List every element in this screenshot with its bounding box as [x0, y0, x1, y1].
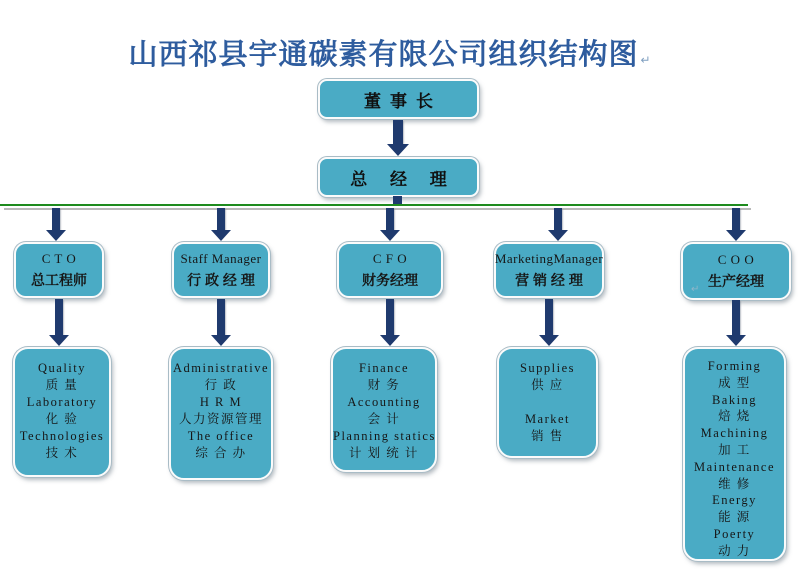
dept-line: 行 政	[204, 378, 238, 392]
dept-line: 动 力	[718, 543, 751, 558]
dept-line: 质 量	[45, 378, 79, 392]
dept-line: 供 应	[531, 378, 564, 392]
dept-line: Planning statics	[333, 429, 436, 443]
node-manager-coo	[681, 242, 791, 300]
arrow-down-icon	[724, 208, 748, 241]
dept-line: 销 售	[531, 429, 564, 443]
dept-line: 化 验	[45, 412, 79, 426]
dept-line: 成 型	[718, 375, 751, 390]
manager-title-en: C T O	[41, 250, 77, 266]
manager-title-zh: 营 销 经 理	[515, 271, 583, 288]
dept-line: Maintenance	[693, 459, 776, 474]
node-dept-administrative	[169, 347, 273, 480]
dept-line: 技 术	[45, 446, 79, 460]
dept-line: 能 源	[718, 510, 751, 525]
manager-title-zh: 财务经理	[362, 271, 418, 288]
dept-line: Poerty	[713, 526, 756, 541]
page-title	[120, 32, 660, 73]
node-general-manager-label: 总 经 理	[350, 169, 456, 189]
manager-title-zh: 行 政 经 理	[187, 271, 255, 288]
manager-title-en: C O O	[717, 251, 755, 267]
dept-line: 焙 烧	[718, 409, 751, 424]
arrow-down-icon	[47, 299, 71, 346]
dept-line: 维 修	[718, 476, 751, 491]
dept-line: Forming	[707, 359, 762, 373]
manager-title-en: C F O	[372, 250, 408, 266]
node-dept-finance	[331, 347, 437, 472]
arrow-down-icon	[44, 208, 68, 241]
dept-line: H R M	[199, 395, 243, 409]
arrow-down-icon	[378, 299, 402, 346]
manager-title-zh: 生产经理	[708, 272, 764, 289]
paragraph-mark-icon: ↵	[640, 53, 652, 67]
dept-line: Quality	[38, 361, 86, 375]
manager-title-en: MarketingManager	[494, 250, 604, 266]
dept-line: 会 计	[367, 412, 401, 426]
dept-line: Accounting	[347, 395, 421, 409]
dept-line: Baking	[711, 392, 758, 407]
dept-line: Technologies	[19, 429, 105, 443]
dept-line: 综 合 办	[195, 446, 247, 460]
node-manager-cfo	[337, 242, 443, 298]
arrow-down-icon	[386, 120, 410, 156]
arrow-down-icon	[724, 300, 748, 346]
arrow-down-icon	[378, 208, 402, 241]
node-dept-supplies	[497, 347, 598, 458]
paragraph-mark-icon: ↵	[691, 284, 700, 295]
dept-line: 计 划 统 计	[349, 446, 419, 460]
arrow-down-icon	[537, 299, 561, 346]
dept-line: Energy	[712, 493, 757, 508]
dept-line: Machining	[700, 426, 769, 441]
node-chairman-label: 董事长	[364, 91, 442, 111]
dept-line: Finance	[358, 361, 410, 375]
dept-line: Administrative	[173, 361, 269, 375]
dept-line: Supplies	[519, 361, 576, 375]
arrow-down-icon	[546, 208, 570, 241]
dept-line: Market	[524, 412, 571, 426]
node-dept-quality	[13, 347, 111, 477]
dept-line: Laboratory	[26, 395, 98, 409]
dept-line: The office	[187, 429, 255, 443]
dept-line	[499, 394, 596, 411]
node-manager-cto	[14, 242, 104, 298]
arrow-down-icon	[209, 299, 233, 346]
node-manager-marketing	[494, 242, 604, 298]
dept-line: 人力资源管理	[178, 412, 263, 426]
node-manager-staff	[172, 242, 270, 298]
node-chairman	[318, 79, 479, 119]
dept-line: 财 务	[367, 378, 401, 392]
manager-title-zh: 总工程师	[31, 271, 87, 288]
node-dept-production	[683, 347, 786, 561]
dept-line: 加 工	[718, 442, 751, 457]
node-general-manager	[318, 157, 479, 197]
branch-horizontal-line	[0, 204, 748, 206]
page-title-text: 山西祁县宇通碳素有限公司组织结构图	[128, 39, 639, 71]
arrow-down-icon	[209, 208, 233, 241]
manager-title-en: Staff Manager	[180, 250, 262, 266]
